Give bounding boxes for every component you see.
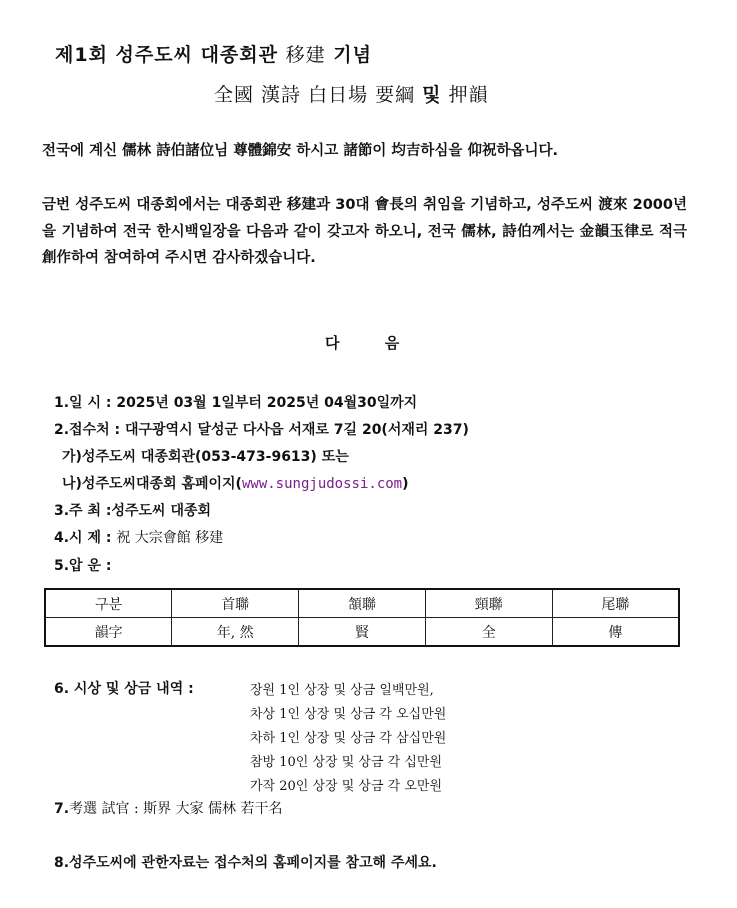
judges-label: 7. xyxy=(54,801,70,817)
theme-value: 祝 大宗會館 移建 xyxy=(116,530,224,546)
table-row xyxy=(45,618,679,647)
prize-line: 가작 20인 상장 및 상금 각 오만원 xyxy=(250,779,443,794)
table-cell: 韻字 xyxy=(45,618,172,647)
office-b-prefix: 나)성주도씨대종회 홈페이지( xyxy=(62,476,242,492)
intro-paragraph-2: 금번 성주도씨 대종회에서는 대종회관 移建과 30대 會長의 취임을 기념하고, 성주도씨 渡來 2000년을 기념하여 전국 한시백일장을 다음과 같이 갖고자 하오니, 전국 儒林, 詩伯께서는 金韻玉律로 적극 創作하여 참여하여 주시면 감사하겠습니다. xyxy=(42,197,687,266)
host-value: 성주도씨 대종회 xyxy=(111,503,212,519)
host-label: 3.주 최 : xyxy=(54,503,112,519)
prize-line: 참방 10인 상장 및 상금 각 십만원 xyxy=(250,755,443,770)
document-subtitle xyxy=(214,80,489,107)
table-header-cell: 尾聯 xyxy=(552,589,679,618)
table-header-cell: 頷聯 xyxy=(299,589,426,618)
table-header-cell: 頸聯 xyxy=(425,589,552,618)
item-office-a: 가)성주도씨 대종회관(053-473-9613) 또는 xyxy=(62,449,349,465)
prize-line: 장원 1인 상장 및 상금 일백만원, xyxy=(250,683,434,698)
section-heading: 다 음 xyxy=(325,334,400,352)
table-cell: 賢 xyxy=(299,618,426,647)
judges-value: 考選 試官 : 斯界 大家 儒林 若干名 xyxy=(69,801,283,817)
document-title xyxy=(55,40,372,67)
table-row xyxy=(45,589,679,618)
item-judges xyxy=(54,798,282,818)
item-date: 1.일 시 : 2025년 03월 1일부터 2025년 04월30일까지 xyxy=(54,395,418,411)
intro-paragraph-1: 전국에 계신 儒林 詩伯諸位님 尊體錦安 하시고 諸節이 均吉하심을 仰祝하옵니다. xyxy=(42,143,559,159)
title-hangul: 제1회 성주도씨 대종회관 xyxy=(55,44,278,66)
subtitle-part-a: 全國 漢詩 白日場 要綱 xyxy=(214,84,416,106)
subtitle-part-b: 및 xyxy=(422,84,442,106)
homepage-link[interactable]: www.sungjudossi.com xyxy=(241,476,403,492)
prizes-label: 6. 시상 및 상금 내역 : xyxy=(54,681,194,697)
prize-line: 차하 1인 상장 및 상금 각 삼십만원 xyxy=(250,731,447,746)
item-theme xyxy=(54,527,223,547)
item-office-b xyxy=(62,473,409,493)
prize-line: 차상 1인 상장 및 상금 각 오십만원 xyxy=(250,707,447,722)
table-cell: 全 xyxy=(425,618,552,647)
rhyme-table xyxy=(44,588,680,647)
table-cell: 年, 然 xyxy=(172,618,299,647)
table-cell: 傳 xyxy=(552,618,679,647)
subtitle-part-c: 押韻 xyxy=(448,84,489,106)
title-end: 기념 xyxy=(333,44,372,66)
table-header-cell: 首聯 xyxy=(172,589,299,618)
title-hanja: 移建 xyxy=(285,44,326,66)
theme-label: 4.시 제 : xyxy=(54,530,112,546)
item-office: 2.접수처 : 대구광역시 달성군 다사읍 서재로 7길 20(서재리 237) xyxy=(54,422,469,438)
table-header-cell: 구분 xyxy=(45,589,172,618)
closing-note: 8.성주도씨에 관한자료는 접수처의 홈페이지를 참고해 주세요. xyxy=(54,855,437,871)
item-rhyme-label: 5.압 운 : xyxy=(54,558,112,574)
item-host xyxy=(54,500,211,520)
office-b-suffix: ) xyxy=(402,476,409,492)
